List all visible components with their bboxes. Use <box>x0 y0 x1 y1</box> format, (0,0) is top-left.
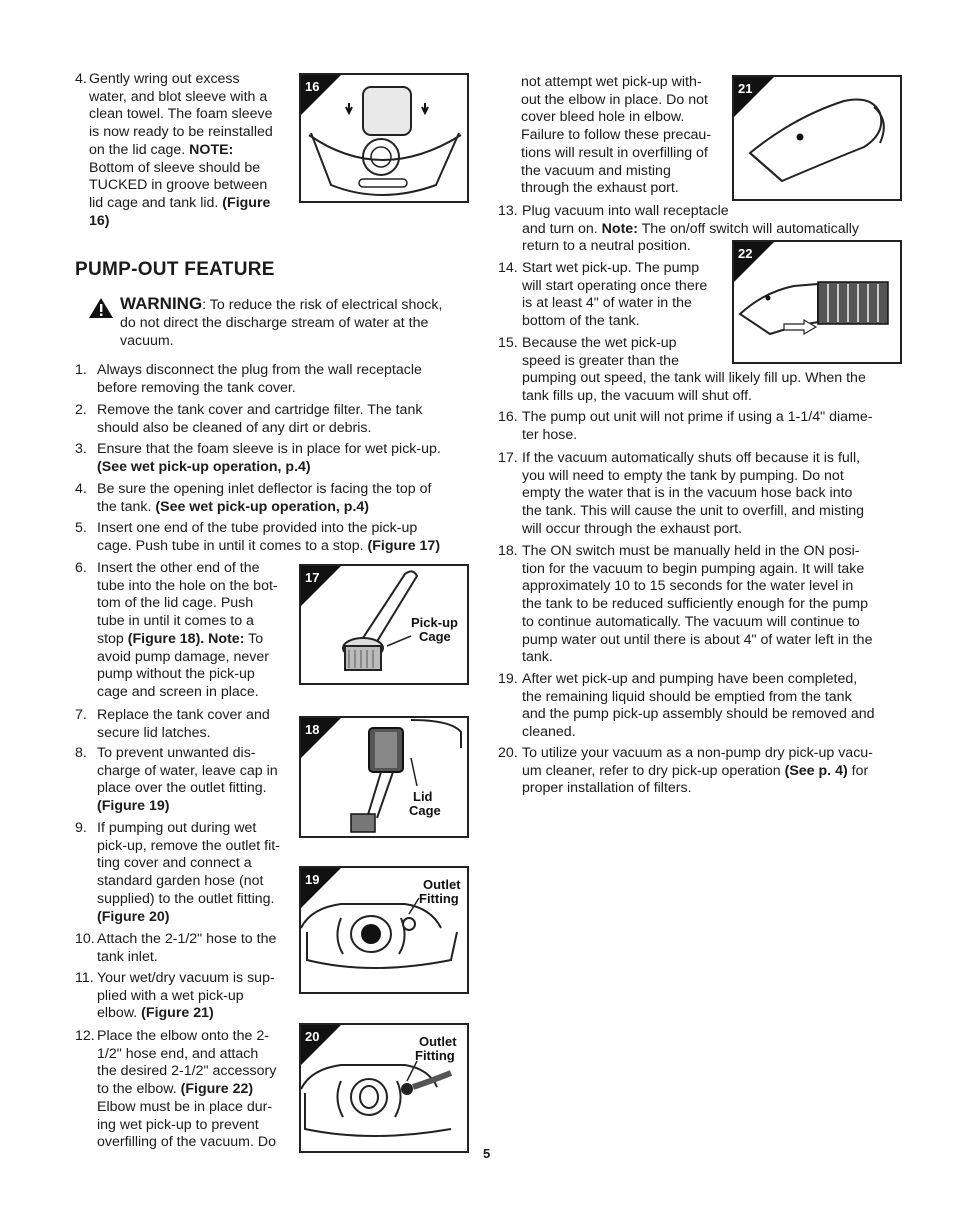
figure-20 <box>299 1023 469 1153</box>
figure-tab: 17 <box>305 570 320 585</box>
figure-17-label: Pick-up Cage <box>411 615 458 644</box>
figure-18 <box>299 716 469 838</box>
figure-16-illustration <box>301 75 467 201</box>
figure-18-label: Lid Cage <box>409 789 441 818</box>
figure-tab: 21 <box>738 81 753 96</box>
figure-21-illustration <box>734 77 900 199</box>
item-number: 4. <box>75 71 87 87</box>
figure-tab: 20 <box>305 1029 320 1044</box>
figure-tab: 16 <box>305 79 320 94</box>
figure-tab: 18 <box>305 722 320 737</box>
figure-tab: 19 <box>305 872 320 887</box>
figure-21 <box>732 75 902 201</box>
figure-19 <box>299 866 469 994</box>
warning-triangle-icon <box>88 297 114 319</box>
section-title: PUMP-OUT FEATURE <box>75 259 275 280</box>
item-text: Gently wring out excess water, and blot sleeve with a clean towel. The foam sleeve is now ready to be reinstalled on the lid cage. NOTE: Bottom of sleeve should be TUCKED in groove between lid cage and tank lid. (Figure 16) <box>89 71 273 229</box>
warning-label: WARNING <box>120 294 203 313</box>
figure-16 <box>299 73 469 203</box>
figure-18-illustration <box>301 718 467 836</box>
page-number: 5 <box>483 1146 491 1161</box>
figure-20-label: Outlet Fitting <box>415 1034 457 1063</box>
figure-tab: 22 <box>738 246 753 261</box>
figure-17 <box>299 564 469 685</box>
figure-19-label: Outlet Fitting <box>419 877 461 906</box>
